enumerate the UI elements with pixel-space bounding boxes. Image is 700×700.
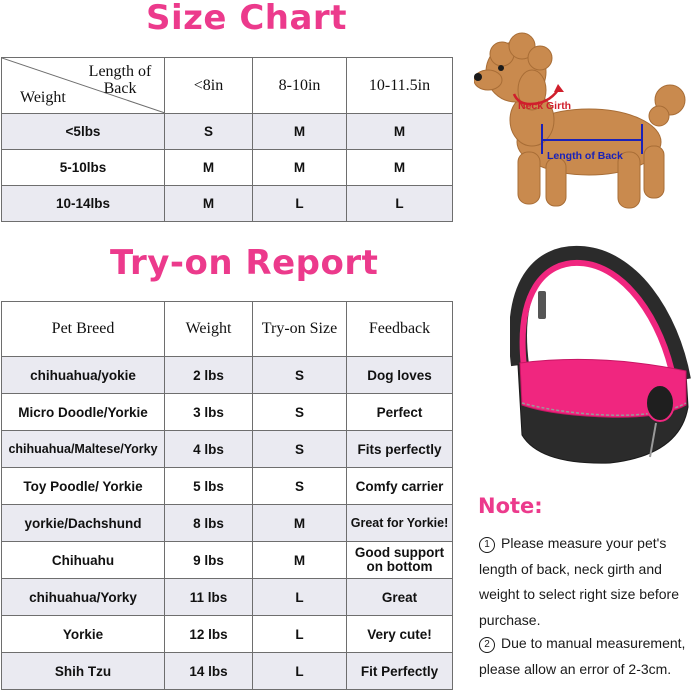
weight-cell: 10-14lbs [2,186,165,222]
report-row [2,653,453,690]
size-chart-row [2,150,453,186]
report-col-header: Feedback [347,302,453,357]
weight-cell: 3 lbs [165,394,253,431]
size-cell: S [253,431,347,468]
try-on-report-title: Try-on Report [110,243,379,283]
size-cell: L [253,186,347,222]
weight-cell: 12 lbs [165,616,253,653]
size-col-header: <8in [165,58,253,114]
length-of-back-label: Length of Back [547,150,623,162]
bag-side-pocket [646,385,674,421]
feedback-cell: Fits perfectly [347,431,453,468]
neck-girth-arrowhead [554,84,564,92]
size-cell: S [253,394,347,431]
breed-cell: Yorkie [2,616,165,653]
weight-cell: 2 lbs [165,357,253,394]
eye-icon [498,65,504,71]
size-cell: L [253,616,347,653]
dog-measurement-figure [474,20,696,218]
size-cell: M [253,505,347,542]
weight-cell: 4 lbs [165,431,253,468]
size-col-header: 10-11.5in [347,58,453,114]
breed-cell: Shih Tzu [2,653,165,690]
size-cell: M [253,542,347,579]
feedback-cell: Great [347,579,453,616]
size-cell: M [347,150,453,186]
report-header-row [2,302,453,357]
report-col-header: Try-on Size [253,302,347,357]
corner-label-weight: Weight [20,89,66,106]
feedback-cell: Dog loves [347,357,453,394]
size-cell: M [165,150,253,186]
report-row [2,505,453,542]
report-row [2,468,453,505]
feedback-line: Good support [354,545,445,560]
breed-cell: Chihuahu [2,542,165,579]
size-cell: M [165,186,253,222]
corner-label-length-of-back: Length of Back [88,63,152,97]
size-cell: S [165,114,253,150]
note-item-1 [479,531,700,633]
size-chart-table [1,57,453,222]
note-item-1-text: Please measure your pet's length of back, neck girth and weight to select right size before purchase. [479,535,679,628]
report-row [2,579,453,616]
breed-cell: chihuahua/Maltese/Yorky [2,431,165,468]
note-number-2: 2 [479,637,495,653]
note-item-2 [479,631,700,682]
size-chart-row [2,186,453,222]
feedback-line: on bottom [366,559,433,574]
breed-cell: chihuahua/yokie [2,357,165,394]
weight-cell: 8 lbs [165,505,253,542]
size-cell: L [253,653,347,690]
size-cell: M [253,114,347,150]
feedback-cell: Very cute! [347,616,453,653]
weight-cell: 5 lbs [165,468,253,505]
size-chart-corner-cell [2,58,165,114]
neck-girth-label: Neck Girth [518,100,572,112]
try-on-report-table [1,301,453,690]
report-row [2,357,453,394]
note-item-2-text: Due to manual measurement, please allow an error of 2-3cm. [479,635,686,677]
weight-cell: 5-10lbs [2,150,165,186]
report-row [2,394,453,431]
size-cell: S [253,468,347,505]
size-cell: M [347,114,453,150]
report-row [2,616,453,653]
strap-buckle [538,291,546,319]
report-row [2,542,453,579]
nose-icon [474,73,482,81]
note-title: Note: [478,494,543,518]
size-cell: L [347,186,453,222]
size-col-header: 8-10in [253,58,347,114]
sling-bag-figure [510,245,700,470]
size-cell: L [253,579,347,616]
feedback-cell [347,542,453,579]
report-row [2,431,453,468]
poodle-illustration [474,33,685,208]
weight-cell: <5lbs [2,114,165,150]
weight-cell: 11 lbs [165,579,253,616]
breed-cell: chihuahua/Yorky [2,579,165,616]
size-chart-row [2,114,453,150]
weight-cell: 14 lbs [165,653,253,690]
size-chart-header-row [2,58,453,114]
report-col-header: Weight [165,302,253,357]
note-number-1: 1 [479,537,495,553]
breed-cell: Micro Doodle/Yorkie [2,394,165,431]
feedback-cell: Fit Perfectly [347,653,453,690]
feedback-cell: Perfect [347,394,453,431]
size-chart-title: Size Chart [146,0,347,38]
feedback-cell: Comfy carrier [347,468,453,505]
breed-cell: yorkie/Dachshund [2,505,165,542]
weight-cell: 9 lbs [165,542,253,579]
report-col-header: Pet Breed [2,302,165,357]
feedback-cell: Great for Yorkie! [347,505,453,542]
size-cell: M [253,150,347,186]
breed-cell: Toy Poodle/ Yorkie [2,468,165,505]
size-cell: S [253,357,347,394]
